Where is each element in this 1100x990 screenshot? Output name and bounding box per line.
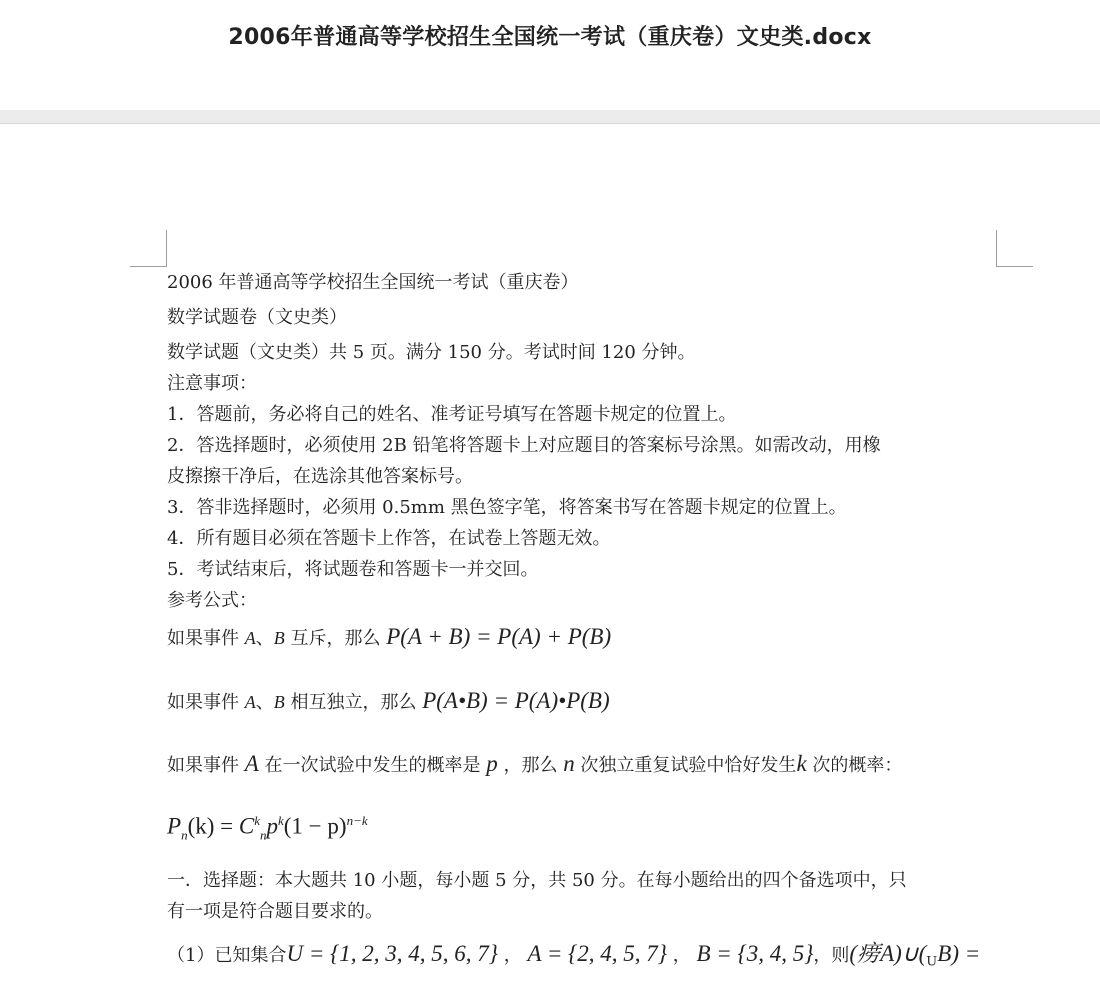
- f3-a: 如果事件: [167, 755, 245, 776]
- formula-independent: [167, 688, 610, 714]
- page-separator: [0, 110, 1100, 124]
- var-p: p: [486, 751, 498, 776]
- f3-d: 次独立重复试验中恰好发生: [574, 755, 797, 776]
- q1-set-a: A = {2, 4, 5, 7}: [527, 941, 667, 966]
- section1-line1: 一．选择题：本大题共 10 小题，每小题 5 分，共 50 分。在每小题给出的四个备选项中，只: [167, 870, 907, 891]
- f4-p2: p: [266, 813, 278, 839]
- f4-sub-n2: n: [259, 827, 267, 843]
- var-b: B: [273, 628, 285, 648]
- f3-c: ，那么: [497, 755, 564, 776]
- note-4: 4．所有题目必须在答题卡上作答，在试卷上答题无效。: [167, 528, 611, 549]
- f3-b: 在一次试验中发生的概率是: [258, 755, 487, 776]
- formula-multiplication: P(A•B) = P(A)•P(B): [422, 688, 610, 713]
- var-a: A: [244, 751, 259, 776]
- question-1: （1）已知集合U = {1, 2, 3, 4, 5, 6, 7} ， A = {2, 4, 5, 7} ， B = {3, 4, 5}，则(痨$A)\cup(_UB)$ =: [167, 941, 981, 970]
- doc-subheading: 数学试题卷（文史类）: [167, 307, 347, 328]
- f4-sup-k: k: [254, 813, 260, 828]
- q1-then: ，则: [813, 945, 850, 966]
- section1-line2: 有一项是符合题目要求的。: [167, 901, 383, 922]
- q1-end: B) =: [937, 941, 981, 966]
- var-a: A: [244, 692, 256, 712]
- note-3: 3．答非选择题时，必须用 0.5mm 黑色签字笔，将答案书写在答题卡规定的位置上。: [167, 497, 847, 518]
- var-a: A: [244, 628, 256, 648]
- f4-rest: (1 − p): [283, 813, 347, 839]
- title-bar: [0, 0, 1100, 110]
- doc-heading: 2006 年普通高等学校招生全国统一考试（重庆卷）: [167, 272, 579, 293]
- f2-tail: 相互独立，那么: [284, 692, 423, 713]
- f3-e: 次的概率：: [806, 755, 903, 776]
- f2-mid: 、: [255, 692, 274, 713]
- f1-mid: 、: [255, 628, 274, 649]
- q1-set-u: U = {1, 2, 3, 4, 5, 6, 7}: [286, 941, 498, 966]
- formula-addition: P(A + B) = P(A) + P(B): [386, 624, 612, 649]
- q1-expression: (痨A)∪(: [849, 941, 927, 966]
- note-2: 2．答选择题时，必须使用 2B 铅笔将答题卡上对应题目的答案标号涂黑。如需改动，用橡: [167, 435, 881, 456]
- q1-set-b: B = {3, 4, 5}: [696, 941, 814, 966]
- var-n: n: [563, 751, 575, 776]
- f4-sub-n: n: [181, 827, 188, 843]
- f1-tail: 互斥，那么: [284, 628, 387, 649]
- document-title: 2006年普通高等学校招生全国统一考试（重庆卷）文史类.docx: [228, 25, 872, 50]
- f4-exp: n−k: [346, 813, 368, 828]
- margin-corner-top-left: [130, 230, 167, 267]
- formula-mutually-exclusive: [167, 624, 611, 650]
- var-b: B: [273, 692, 285, 712]
- q1-prefix: （1）已知集合: [167, 945, 287, 966]
- formula-title: 参考公式：: [167, 590, 257, 611]
- f4-sup-k2: k: [277, 813, 284, 828]
- var-k: k: [796, 751, 807, 776]
- formula-bernoulli-intro: [167, 751, 902, 777]
- notice-title: 注意事项：: [167, 373, 257, 394]
- f4-p: P: [167, 813, 182, 839]
- note-2-cont: 皮擦擦干净后，在选涂其他答案标号。: [167, 466, 473, 487]
- q1-sub-u: U: [926, 954, 938, 970]
- f1-text: 如果事件: [167, 628, 245, 649]
- note-1: 1．答题前，务必将自己的姓名、准考证号填写在答题卡规定的位置上。: [167, 404, 737, 425]
- margin-corner-top-right: [996, 230, 1033, 267]
- f2-text: 如果事件: [167, 692, 245, 713]
- note-5: 5．考试结束后，将试题卷和答题卡一并交回。: [167, 559, 539, 580]
- f4-paren: (k) =: [187, 813, 239, 839]
- doc-info: 数学试题（文史类）共 5 页。满分 150 分。考试时间 120 分钟。: [167, 342, 696, 363]
- f4-c: C: [238, 813, 255, 839]
- formula-bernoulli: [167, 813, 368, 843]
